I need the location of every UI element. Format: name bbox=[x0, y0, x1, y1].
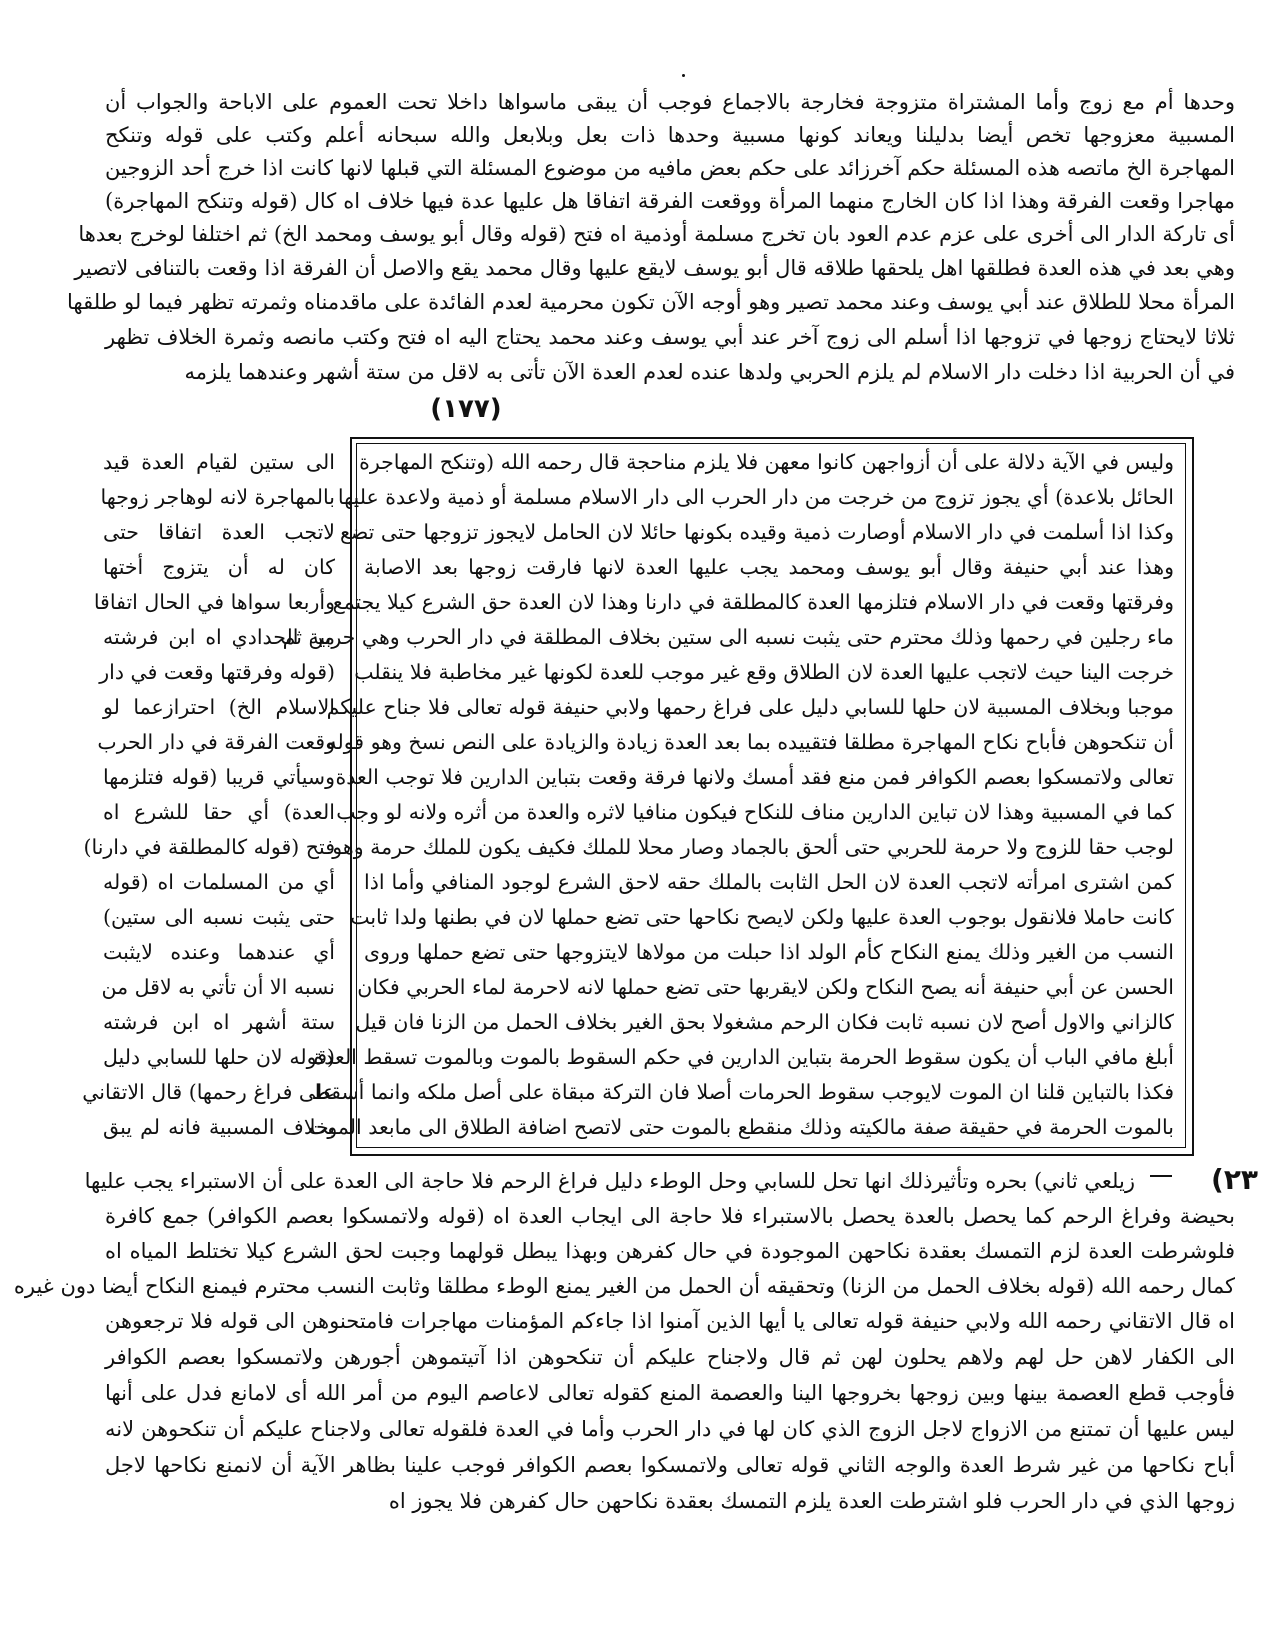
side-line-7: (قوله وفرقتها وقعت في دار bbox=[99, 660, 335, 684]
bottom-line-6: الى الكفار لاهن حل لهم ولاهم يحلون لهن ثم قال ولاجناح عليكم أن تنكحوهن اذا آتيتموهن أجورهن ولاتمسكوا بعصم الكوافر bbox=[105, 1345, 1235, 1369]
top-line-2: المسبية معزوجها تخص أيضا بدليلنا ويعاند كونها مسبية وحدها ذات بعل وبلابعل والله سبحانه أعلم وكتب على قوله وتنكح bbox=[105, 123, 1235, 147]
footnote-dash bbox=[1150, 1175, 1172, 1177]
main-line-6: ماء رجلين في رحمها وذلك محترم حتى يثبت نسبه الى ستين بخلاف المطلقة في دار الحرب وهي حربية ثم bbox=[282, 625, 1174, 649]
main-line-14: كانت حاملا فلانقول بوجوب العدة عليها ولكن لايصح نكاحها حتى تضع حملها لان في بطنها ولدا ثابت bbox=[350, 905, 1174, 929]
side-line-5: وأربعا سواها في الحال اتفاقا bbox=[93, 590, 335, 614]
main-line-10: تعالى ولاتمسكوا بعصم الكوافر فمن منع فقد أمسك ولانها فرقة وقعت بتباين الدارين فلا توجب العدة bbox=[335, 765, 1174, 789]
side-line-15: أي عندهما وعنده لايثبت bbox=[103, 940, 335, 964]
bottom-line-7: فأوجب قطع العصمة بينها وبين زوجها بخروجها الينا والعصمة المنع كقوله تعالى لاعاصم اليوم من أمر الله أى لامانع فدل على أنها bbox=[105, 1381, 1235, 1405]
bottom-line-3: فلوشرطت العدة لزم التمسك بعقدة نكاحهن الموجودة في حال كفرهن وبهذا يبطل قولهما وجبت لحق الشرع كيلا تختلط المياه اه bbox=[105, 1239, 1236, 1263]
main-line-20: بالموت الحرمة في حقيقة صفة مالكيته وذلك منقطع بالموت حتى لاتصح اضافة الطلاق الى مابعد الموت bbox=[308, 1115, 1174, 1139]
bottom-line-9: أباح نكاحها من غير شرط العدة والوجه الثاني قوله تعالى ولاتمسكوا بعصم الكوافر فوجب علينا بظاهر الآية أن لانمنع نكاحها لاجل bbox=[105, 1453, 1235, 1477]
top-line-7: المرأة محلا للطلاق عند أبي يوسف وعند محمد تصير وهو أوجه الآن تكون محرمية لعدم الفائدة على ماقدمناه وثمرته تظهر فيما لو طلقها bbox=[67, 290, 1235, 314]
main-line-16: الحسن عن أبي حنيفة أنه يصح النكاح ولكن لايقربها حتى تضع حملها لانه لاحرمة لماء الحربي فكان bbox=[357, 975, 1174, 999]
page-dot-mark bbox=[682, 74, 685, 77]
footnote-number: (٢٣ bbox=[1211, 1163, 1258, 1196]
main-line-5: وفرقتها وقعت في دار الاسلام فتلزمها العدة كالمطلقة في دارنا وهذا لان العدة حق الشرع كيلا يجتمع bbox=[332, 590, 1174, 614]
side-line-17: ستة أشهر اه ابن فرشته bbox=[103, 1010, 335, 1034]
bottom-line-2: بحيضة وفراغ الرحم كما يحصل بالعدة يحصل بالاستبراء فلا حاجة الى ايجاب العدة اه (قوله ولاتمسكوا بعصم الكوافر) جمع كافرة bbox=[105, 1204, 1235, 1228]
side-line-8: الاسلام الخ) احترازعما لو bbox=[103, 695, 335, 719]
side-line-14: حتى يثبت نسبه الى ستين) bbox=[103, 905, 335, 929]
side-line-1: الى ستين لقيام العدة قيد bbox=[103, 450, 335, 474]
main-line-3: وكذا اذا أسلمت في دار الاسلام أوصارت ذمية وقيده بكونها حائلا لان الحامل لايجوز تزوجها حتى تضع bbox=[339, 520, 1174, 544]
side-line-4: كان له أن يتزوج أختها bbox=[103, 555, 335, 579]
bottom-line-8: ليس عليها أن تمتنع من الازواج لاجل الزوج الذي كان لها في دار الحرب وأما في العدة فلقوله تعالى ولاجناح عليكم أن تنكحوهن لانه bbox=[105, 1417, 1235, 1441]
main-line-1: وليس في الآية دلالة على أن أزواجهن كانوا معهن فلا يلزم مناحجة قال رحمه الله (وتنكح المهاجرة bbox=[359, 450, 1174, 474]
top-line-8: ثلاثا لايحتاج زوجها في تزوجها اذا أسلم الى زوج آخر عند أبي يوسف وعند محمد يحتاج اليه اه فتح وكتب مانصه وثمرة الخلاف تظهر bbox=[105, 325, 1235, 349]
main-line-15: النسب من الغير وذلك يمنع النكاح كأم الولد اذا حبلت من مولاها لايتزوجها حتى تضع حملها وروى bbox=[364, 940, 1174, 964]
side-line-19: على فراغ رحمها) قال الاتقاني bbox=[82, 1080, 335, 1104]
main-line-2: الحائل بلاعدة) أي يجوز تزوج من خرجت من دار الحرب الى دار الاسلام مسلمة أو ذمية ولاعدة عليها bbox=[337, 485, 1174, 509]
main-line-13: كمن اشترى امرأته لاتجب العدة لان الحل الثابت بالملك حقه لاحق الشرع لوجود المنافي وأما اذا bbox=[364, 870, 1174, 894]
side-line-2: بالمهاجرة لانه لوهاجر زوجها bbox=[100, 485, 335, 509]
main-line-19: فكذا بالتباين قلنا ان الموت لايوجب سقوط الحرمات أصلا فان التركة مبقاة على أصل ملكه وانما أسقط bbox=[311, 1080, 1174, 1104]
side-line-3: لاتجب العدة اتفاقا حتى bbox=[103, 520, 335, 544]
side-line-6: من الحدادي اه ابن فرشته bbox=[103, 625, 335, 649]
main-line-7: خرجت الينا حيث لاتجب عليها العدة لان الطلاق وقع غير موجب للعدة لكونها غير مخاطبة فلا ينقلب bbox=[354, 660, 1174, 684]
main-line-8: موجبا وبخلاف المسبية لان حلها للسابي دليل على فراغ رحمها ولابي حنيفة قوله تعالى فلا جناح عليكم bbox=[326, 695, 1174, 719]
bottom-line-5: اه قال الاتقاني رحمه الله ولابي حنيفة قوله تعالى يا أيها الذين آمنوا اذا جاءكم المؤمنات مهاجرات فامتحنوهن الى قوله فلا ترجعوهن bbox=[105, 1309, 1235, 1333]
main-line-17: كالزاني والاول أصح لان نسبه ثابت فكان الرحم مشغولا بحق الغير بخلاف الحمل من الزنا فان قيل bbox=[355, 1010, 1174, 1034]
side-line-13: أي من المسلمات اه (قوله bbox=[103, 870, 335, 894]
side-line-12: فتح (قوله كالمطلقة في دارنا) bbox=[83, 835, 335, 859]
top-line-3: المهاجرة الخ ماتصه هذه المسئلة حكم آخرزائد على حكم بعض مافيه من موضوع المسئلة التي قبلها لانها كانت اذا خرج أحد الزوجين bbox=[105, 156, 1235, 180]
main-line-11: كما في المسبية وهذا لان تباين الدارين مناف للنكاح فيكون منافيا لاثره والعدة من أثره ولانه لو وجب bbox=[336, 800, 1174, 824]
top-line-4: مهاجرا وقعت الفرقة وهذا اذا كان الخارج منهما المرأة ووقعت الفرقة اتفاقا هل عليها عدة فيها خلاف اه كال (قوله وتنكح المهاجرة) bbox=[105, 189, 1235, 213]
main-line-18: أبلغ مافي الباب أن يكون سقوط الحرمة بتباين الدارين في حكم السقوط بالموت وبالموت تسقط العدة bbox=[313, 1045, 1174, 1069]
side-line-16: نسبه الا أن تأتي به لاقل من bbox=[101, 975, 335, 999]
bottom-line-4: كمال رحمه الله (قوله بخلاف الحمل من الزنا) وتحقيقه أن الحمل من الغير يمنع الوطء مطلقا وثابت النسب محترم فيمنع النكاح أيضا دون غيره bbox=[13, 1274, 1235, 1298]
main-line-12: لوجب حقا للزوج ولا حرمة للحربي حتى ألحق بالجماد وصار محلا للملك فكيف يكون للملك حرمة وهو bbox=[332, 835, 1174, 859]
side-line-10: وسيأتي قريبا (قوله فتلزمها bbox=[103, 765, 335, 789]
top-line-9: في أن الحربية اذا دخلت دار الاسلام لم يلزم الحربي ولدها عنده لعدم العدة الآن تأتى به لاقل من ستة أشهر وعندهما يلزمه bbox=[184, 360, 1235, 384]
side-line-11: العدة) أي حقا للشرع اه bbox=[103, 800, 335, 824]
page-number: (١٧٧) bbox=[430, 394, 502, 424]
bottom-line-10: زوجها الذي في دار الحرب فلو اشترطت العدة يلزم التمسك بعقدة نكاحهن حال كفرهن فلا يجوز اه bbox=[388, 1489, 1235, 1513]
main-line-4: وهذا عند أبي حنيفة وقال أبو يوسف ومحمد يجب عليها العدة لانها فارقت زوجها بعد الاصابة bbox=[364, 555, 1174, 579]
top-line-6: وهي بعد في هذه العدة فطلقها اهل يلحقها طلاقه قال أبو يوسف لايقع عليها وقال محمد يقع والاصل أن الفرقة اذا وقعت بالتنافى لاتصير bbox=[74, 256, 1235, 280]
side-line-18: (قوله لان حلها للسابي دليل bbox=[103, 1045, 335, 1069]
side-line-20: بخلاف المسبية فانه لم يبق bbox=[103, 1115, 335, 1139]
main-line-9: أن تنكحوهن فأباح نكاح المهاجرة مطلقا فتقييده بما بعد العدة زيادة والزيادة على النص نسخ وهو قوله bbox=[326, 730, 1174, 754]
top-line-5: أى تاركة الدار الى أخرى على عزم عدم العود بان تخرج مسلمة أوذمية اه فتح (قوله وقال أبو يوسف ومحمد الخ) ثم اختلفا لوخرج بعدها bbox=[78, 222, 1235, 246]
bottom-line-1: زيلعي ثاني) بحره وتأثيرذلك انها تحل للسابي وحل الوطء دليل فراغ الرحم فلا حاجة الى العدة على أن الاستبراء يجب عليها bbox=[84, 1169, 1135, 1193]
side-line-9: وقعت الفرقة في دار الحرب bbox=[97, 730, 335, 754]
top-line-1: وحدها أم مع زوج وأما المشتراة متزوجة فخارجة بالاجماع فوجب أن يبقى ماسواها داخلا تحت العموم على الاباحة والجواب أن bbox=[105, 90, 1235, 114]
